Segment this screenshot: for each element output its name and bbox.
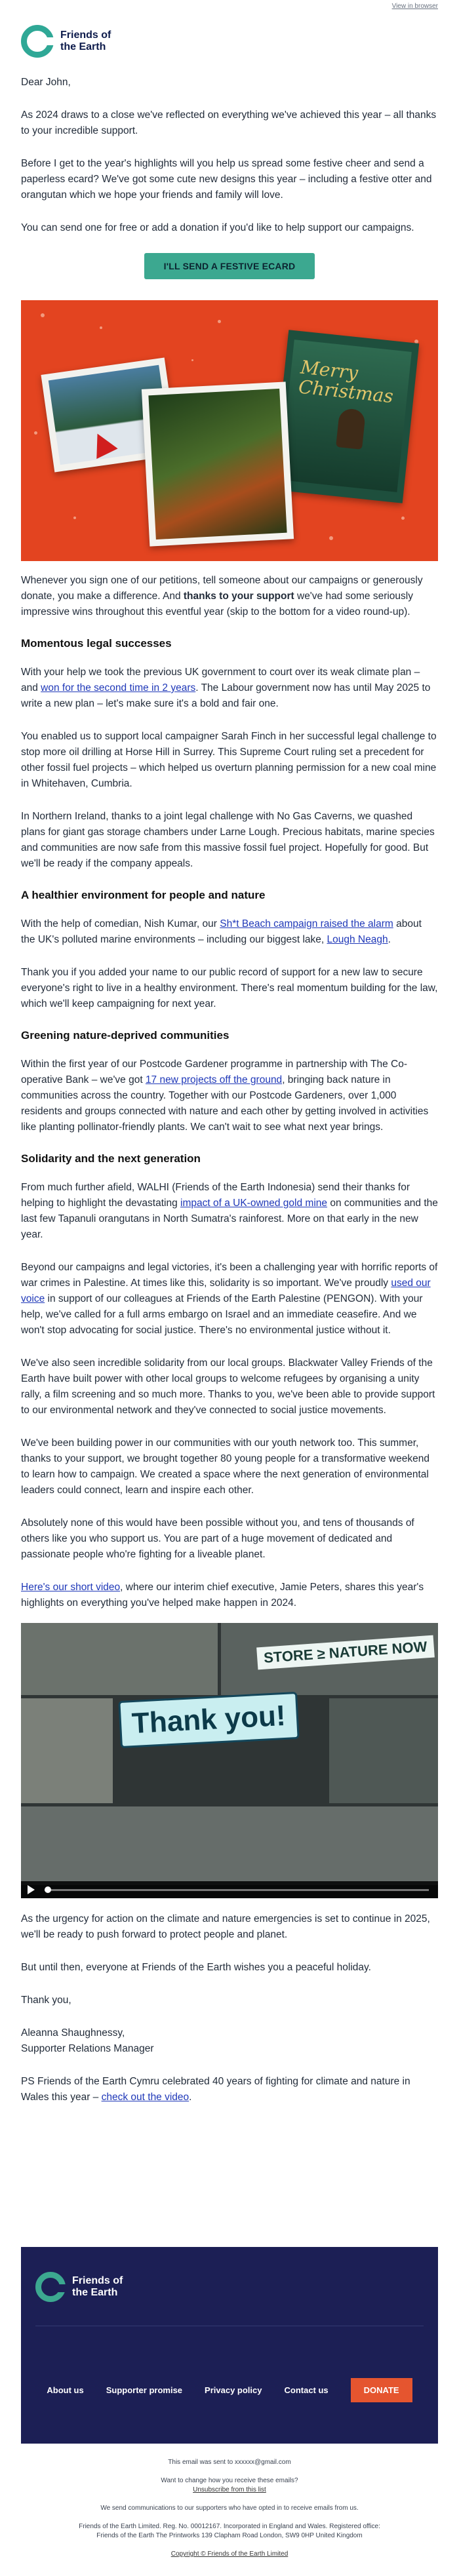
unsubscribe-link[interactable]: Unsubscribe from this list — [193, 2486, 266, 2493]
healthier-paragraph-2: Thank you if you added your name to our public record of support for a new law to secure everyone's right to live in a healthy environment. There's real momentum building for the law, which we'll keep campaigning for next year. — [21, 967, 438, 1009]
greeting: Dear John, — [21, 77, 71, 88]
card-greeting-line1: Merry — [299, 356, 359, 384]
closing-paragraph-1: As the urgency for action on the climate and nature emergencies is set to continue in 2025, we'll be ready to push forward to protect people and planet. — [21, 1913, 430, 1940]
healthier-paragraph-1: With the help of comedian, Nish Kumar, our Sh*t Beach campaign raised the alarm about the UK's polluted marine environments – including our biggest lake, Lough Neagh. — [21, 918, 422, 945]
orangutan-card — [142, 381, 294, 546]
supporter-promise-link[interactable]: Supporter promise — [106, 2385, 183, 2395]
ecard-hero-image[interactable] — [21, 300, 438, 561]
protest-sign: STORE ≥ NATURE NOW — [256, 1635, 434, 1670]
christmas-card — [272, 330, 420, 503]
projects-link[interactable]: 17 new projects off the ground — [145, 1074, 283, 1085]
closing-thanks: Thank you, — [21, 1995, 71, 2006]
play-icon[interactable] — [28, 1885, 35, 1894]
fine-print — [0, 2458, 459, 2568]
brand-logo[interactable] — [21, 18, 438, 64]
legal-paragraph-3: In Northern Ireland, thanks to a joint legal challenge with No Gas Caverns, we quashed plans for giant gas storage chambers under Larne Lough. Precious habitats, marine species and communities are now safe from this massive fossil fuel project. Hopefully for good. But we'll be ready if the company appeals. — [21, 811, 435, 869]
logo-text: Friends of the Earth — [60, 29, 111, 52]
cymru-video-link[interactable]: check out the video — [101, 2092, 190, 2103]
footer — [21, 2247, 438, 2444]
closing-paragraph-2: But until then, everyone at Friends of the Earth wishes you a peaceful holiday. — [21, 1962, 371, 1973]
greening-paragraph: Within the first year of our Postcode Gardener programme in partnership with The Co-operative Bank – we've got 17 new projects off the ground, bringing back nature in communities across the country. Together with our Postcode Gardeners, over 1,000 residents and groups connected with nature and each other by getting involved in activities like planting pollinator-friendly plants. We can't wait to see what next year brings. — [21, 1059, 429, 1133]
used-our-voice-link[interactable]: used our voice — [21, 1278, 431, 1304]
solidarity-paragraph-4: We've been building power in our communities with our youth network too. This summer, thanks to your support, we brought together 80 young people for a transformative weekend to learn how to campaign. We created a space where the next generation of environmental leaders could connect, learn and inspire each other. — [21, 1437, 429, 1496]
donate-button[interactable]: DONATE — [351, 2378, 412, 2402]
legal-paragraph-2: You enabled us to support local campaigner Sarah Finch in her successful legal challenge to stop more oil drilling at Horse Hill in Surrey. This Supreme Court ruling set a precedent for other fossil fuel projects – which helped us overturn planning permission for a new coal mine in Whitehaven, Cumbria. — [21, 731, 437, 789]
lough-neagh-link[interactable]: Lough Neagh — [327, 934, 388, 945]
logo-ring-icon — [21, 25, 54, 58]
short-video-link[interactable]: Here's our short video — [21, 1582, 121, 1593]
view-in-browser-link[interactable]: View in browser — [391, 3, 438, 10]
solidarity-heading: Solidarity and the next generation — [21, 1152, 201, 1165]
privacy-policy-link[interactable]: Privacy policy — [205, 2385, 262, 2395]
thank-you-sign: Thank you! — [118, 1692, 299, 1748]
change-emails-text: Want to change how you receive these emails? — [161, 2477, 298, 2484]
about-us-link[interactable]: About us — [47, 2385, 84, 2395]
signature: Aleanna Shaughnessy, Supporter Relations Manager — [21, 2027, 154, 2054]
deer-icon — [336, 408, 366, 450]
copyright-link[interactable]: Copyright © Friends of the Earth Limited — [170, 2550, 289, 2558]
beach-campaign-link[interactable]: Sh*t Beach campaign raised the alarm — [220, 918, 393, 929]
solidarity-paragraph-1: From much further afield, WALHI (Friends of the Earth Indonesia) send their thanks for helping to highlight the devastating impact of a UK-owned gold mine on communities and the last few Tapanuli orangutans in North Sumatra's rainforest. More on that early in the new year. — [21, 1182, 438, 1240]
sent-to-text: This email was sent to xxxxxx@gmail.com — [168, 2459, 291, 2466]
contact-us-link[interactable]: Contact us — [284, 2385, 329, 2395]
solidarity-paragraph-5: Absolutely none of this would have been possible without you, and tens of thousands of others like you who support us. You are part of a huge movement of dedicated and passionate people who're fighting for a liveable planet. — [21, 1517, 414, 1560]
postscript: PS Friends of the Earth Cymru celebrated 40 years of fighting for climate and nature in Wales this year – check out the video. — [21, 2076, 410, 2103]
company-info: Friends of the Earth Limited. Reg. No. 00012167. Incorporated in England and Wales. Registered office: Friends of the Earth The Printworks 139 Clapham Road London, SW9 0HP United Kingdom — [79, 2523, 380, 2539]
solidarity-paragraph-2: Beyond our campaigns and legal victories, it's been a challenging year with horrific reports of war crimes in Palestine. At times like this, solidarity is so important. We've proudly used our voice in support of our colleagues at Friends of the Earth Palestine (PENGON). With your help, we've called for a full arms embargo on Israel and an immediate ceasefire. And we won't stop advocating for social justice. There's no environmental justice without it. — [21, 1262, 438, 1336]
video-controls — [21, 1881, 438, 1898]
video-thumbnail[interactable] — [21, 1623, 438, 1898]
intro-paragraph-2: Before I get to the year's highlights will you help us spread some festive cheer and send a paperless ecard? We've got some cute new designs this year – including a festive otter and orangutan which we hope your friends and family will love. — [21, 158, 432, 201]
intro-paragraph-1: As 2024 draws to a close we've reflected on everything we've achieved this year – all thanks to your incredible support. — [21, 109, 437, 136]
progress-bar[interactable] — [45, 1889, 429, 1891]
legal-paragraph-1: With your help we took the previous UK government to court over its weak climate plan – and won for the second time in 2 years. The Labour government now has until May 2025 to write a new plan – let's make sure it's a bold and fair one. — [21, 667, 431, 709]
support-paragraph: Whenever you sign one of our petitions, tell someone about our campaigns or generously donate, you make a difference. And thanks to your support we've had some seriously impressive wins throughout this eventful year (skip to the bottom for a video round-up). — [21, 575, 423, 617]
video-intro-paragraph: Here's our short video, where our interim chief executive, Jamie Peters, shares this year's highlights on everything you've helped make happen in 2024. — [21, 1582, 424, 1609]
court-win-link[interactable]: won for the second time in 2 years — [41, 682, 196, 693]
solidarity-paragraph-3: We've also seen incredible solidarity from our local groups. Blackwater Valley Friends of the Earth have built power with other local groups to welcome refugees by organising a unity rally, a film screening and so much more. Thanks to you, we've been able to provide support to our environmental network and they've connected to social justice movements. — [21, 1357, 435, 1416]
send-ecard-button[interactable]: I'LL SEND A FESTIVE ECARD — [144, 253, 315, 279]
progress-knob[interactable] — [45, 1886, 51, 1893]
greening-heading: Greening nature-deprived communities — [21, 1029, 230, 1042]
healthier-heading: A healthier environment for people and nature — [21, 889, 266, 901]
footer-nav — [21, 2378, 438, 2402]
card-greeting-line2: Christmas — [297, 376, 395, 408]
consent-text: We send communications to our supporters who have opted in to receive emails from us. — [100, 2505, 359, 2512]
intro-paragraph-3: You can send one for free or add a donation if you'd like to help support our campaigns. — [21, 222, 414, 233]
legal-heading: Momentous legal successes — [21, 637, 172, 650]
gold-mine-link[interactable]: impact of a UK-owned gold mine — [180, 1198, 328, 1209]
footer-logo-icon — [35, 2272, 66, 2302]
footer-logo[interactable]: Friends of the Earth — [35, 2272, 123, 2302]
